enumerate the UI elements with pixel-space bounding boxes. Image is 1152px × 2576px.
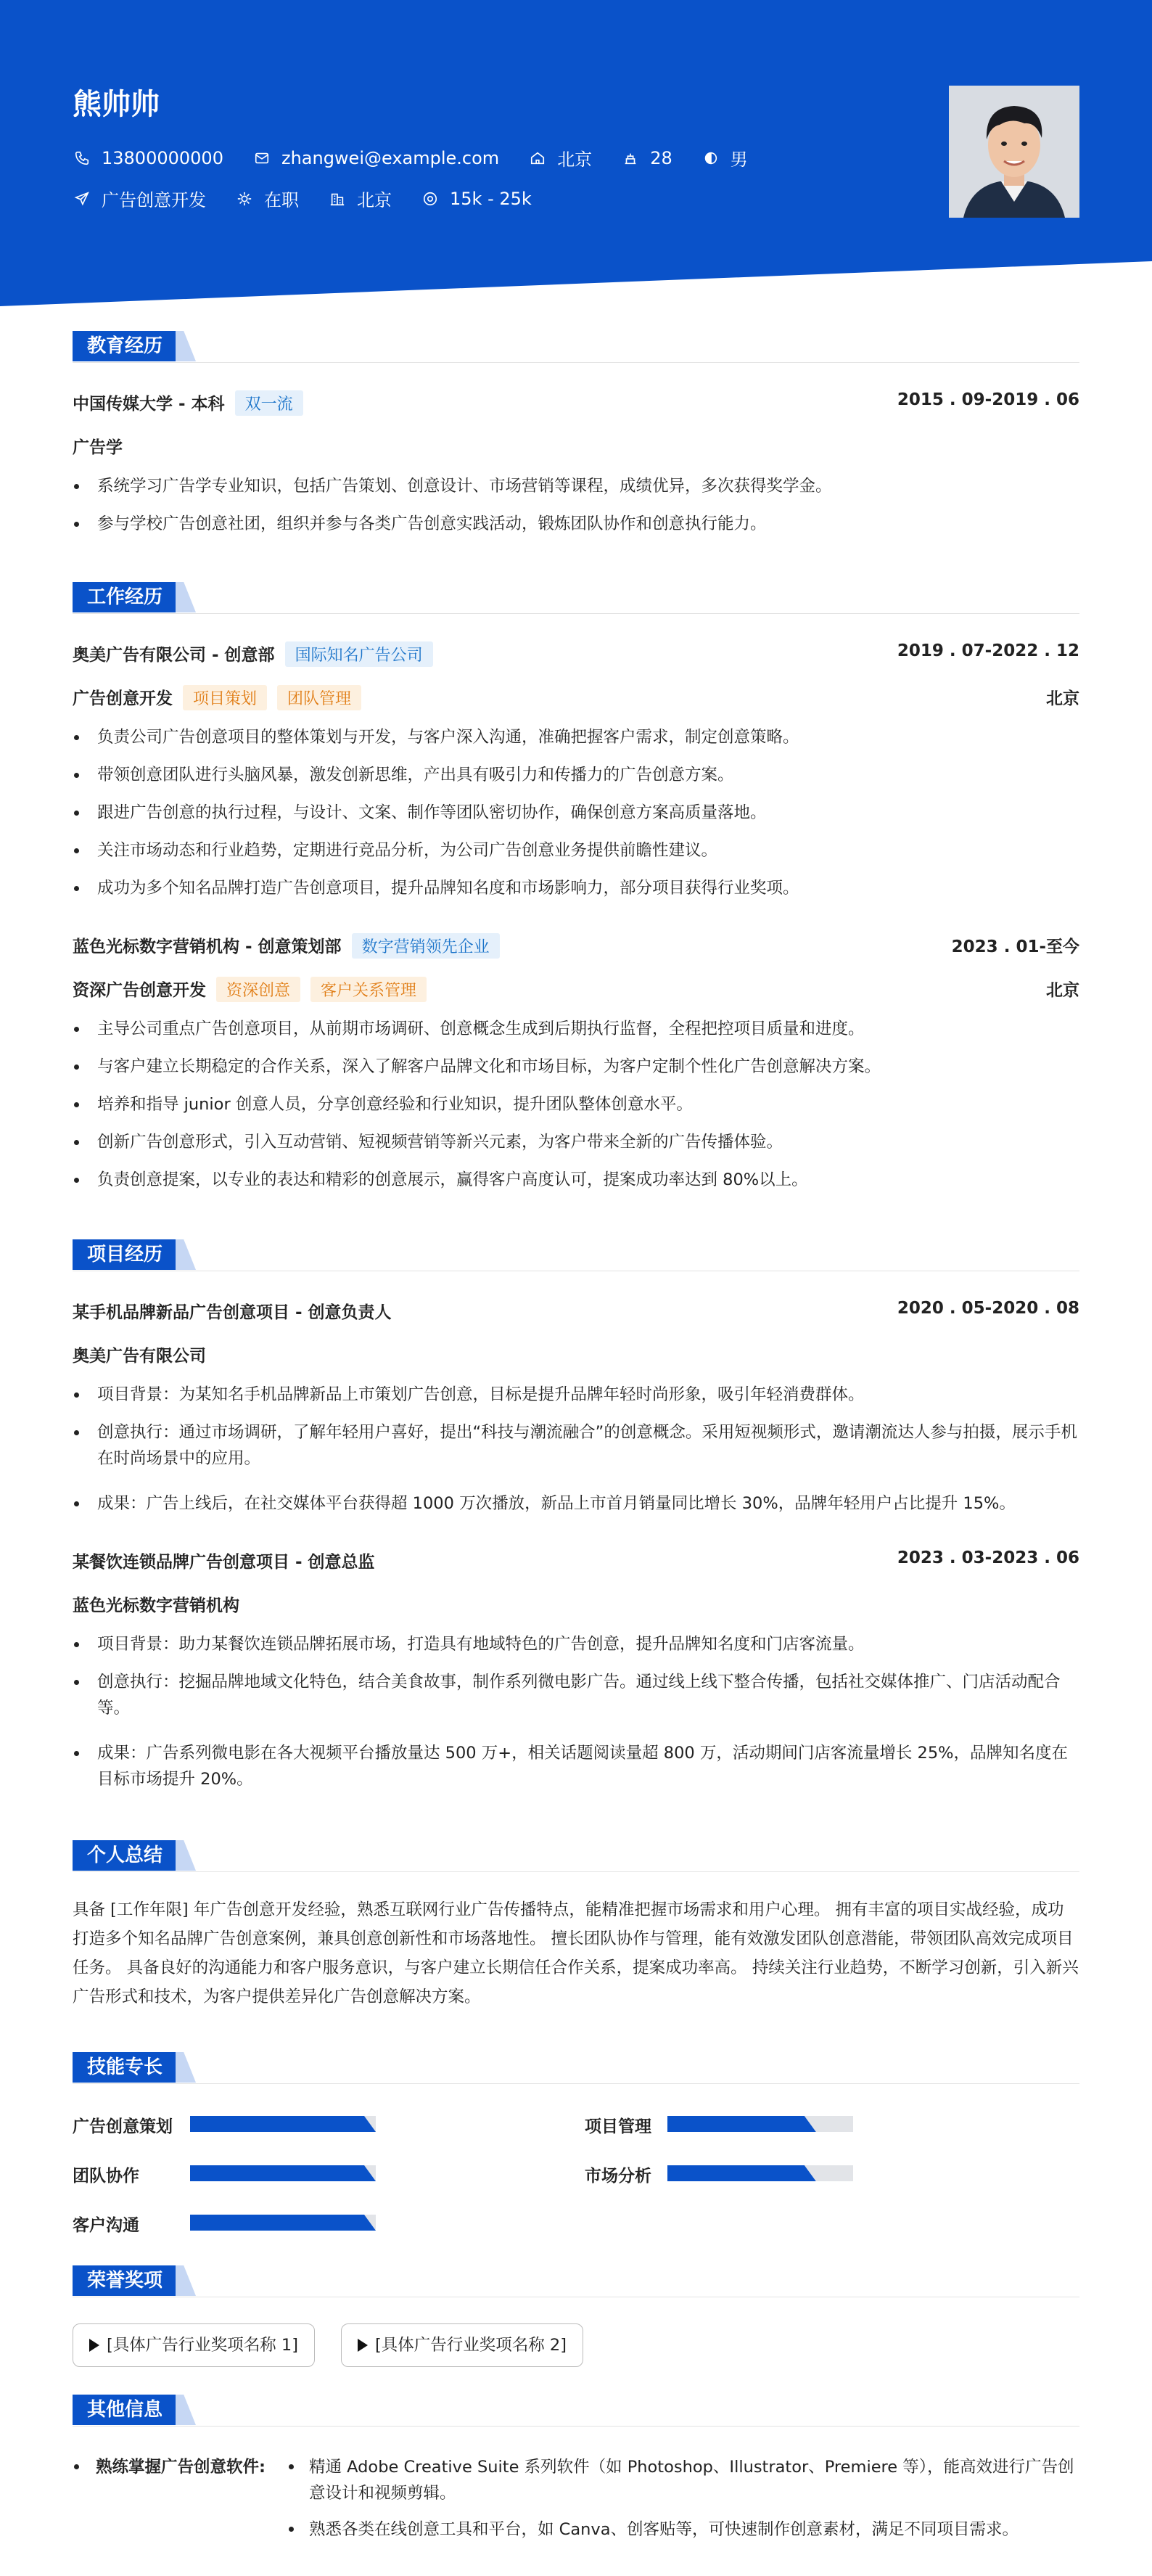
education-section	[73, 331, 1079, 533]
mail-icon	[252, 149, 271, 168]
title-accent	[176, 2052, 196, 2083]
bullet-dot	[74, 2464, 79, 2469]
education-major: 广告学	[73, 438, 123, 457]
award-name: [具体广告行业奖项名称 2]	[375, 2336, 567, 2355]
skill-label: 项目管理	[585, 2117, 651, 2136]
skill-label: 广告创意策划	[73, 2117, 173, 2136]
role-tag: 资深创意	[216, 977, 300, 1002]
job-city: 北京	[1046, 981, 1079, 1000]
job-role-row	[73, 977, 1079, 1002]
gender-icon	[702, 149, 720, 168]
summary-section	[73, 1840, 1079, 2006]
skill-fill	[190, 2215, 376, 2231]
job-date: 2019 . 07-2022 . 12	[897, 641, 1079, 660]
award-name: [具体广告行业奖项名称 1]	[107, 2336, 299, 2355]
skill-fill	[667, 2165, 816, 2181]
home-icon	[528, 149, 547, 168]
list-item: 负责公司广告创意项目的整体策划与开发，与客户深入沟通，准确把握客户需求，制定创意策略。	[73, 724, 1079, 750]
bullet-dot	[289, 2464, 294, 2469]
project-row	[73, 1299, 1079, 1323]
list-item: 跟进广告创意的执行过程，与设计、文案、制作等团队密切协作，确保创意方案高质量落地。	[73, 800, 1079, 826]
title-accent	[176, 1239, 196, 1270]
salary-icon	[421, 189, 440, 208]
job-role-row	[73, 685, 1079, 710]
list-item: 精通 Adobe Creative Suite 系列软件（如 Photoshop、Illustrator、Premiere 等），能高效进行广告创意设计和视频剪辑。	[309, 2458, 1074, 2503]
section-header	[73, 331, 1079, 363]
list-item: 主导公司重点广告创意项目，从前期市场调研、创意概念生成到后期执行监督，全程把控项目质量和进度。	[73, 1016, 1079, 1042]
avatar-photo	[949, 86, 1079, 218]
city-icon	[328, 189, 347, 208]
list-item: 带领创意团队进行头脑风暴，激发创新思维，产出具有吸引力和传播力的广告创意方案。	[73, 762, 1079, 788]
play-icon	[358, 2339, 368, 2352]
intent-city: 北京	[357, 190, 392, 210]
other-label: 熟练掌握广告创意软件:	[96, 2458, 266, 2477]
skill-bar	[190, 2215, 376, 2231]
other-section	[73, 2395, 1079, 2427]
phone-icon	[73, 149, 91, 168]
intent-salary: 15k - 25k	[450, 188, 532, 209]
skills-section	[73, 2052, 1079, 2084]
section-header	[73, 2265, 1079, 2297]
company-tag: 数字营销领先企业	[352, 933, 500, 959]
section-header	[73, 1840, 1079, 1872]
job-city: 北京	[1046, 689, 1079, 708]
list-item: 创新广告创意形式，引入互动营销、短视频营销等新兴元素，为客户带来全新的广告传播体验。	[73, 1129, 1079, 1155]
list-item: 熟悉各类在线创意工具和平台，如 Canva、创客贴等，可快速制作创意素材，满足不同项目需求。	[309, 2520, 1019, 2539]
skill-fill	[190, 2116, 376, 2132]
list-item: 项目背景：助力某餐饮连锁品牌拓展市场，打造具有地域特色的广告创意，提升品牌知名度和门店客流量。	[73, 1631, 1079, 1657]
role-tag: 项目策划	[183, 685, 267, 710]
location-text: 北京	[557, 149, 593, 170]
skill-label: 团队协作	[73, 2167, 139, 2186]
list-item: 成果：广告系列微电影在各大视频平台播放量达 500 万+，相关话题阅读量超 800 万，活动期间门店客流量增长 25%，品牌知名度在目标市场提升 20%。	[73, 1740, 1079, 1792]
awards-title: 荣誉奖项	[73, 2265, 177, 2296]
skill-bar	[190, 2165, 376, 2181]
list-item: 项目背景：为某知名手机品牌新品上市策划广告创意，目标是提升品牌年轻时尚形象，吸引年轻消费群体。	[73, 1382, 1079, 1408]
education-date: 2015 . 09-2019 . 06	[897, 390, 1079, 409]
section-header	[73, 1239, 1079, 1271]
job-company: 蓝色光标数字营销机构 - 创意策划部	[73, 938, 342, 956]
list-item: 成功为多个知名品牌打造广告创意项目，提升品牌知名度和市场影响力，部分项目获得行业奖项。	[73, 875, 1079, 901]
title-accent	[176, 2265, 196, 2296]
summary-title: 个人总结	[73, 1840, 177, 1871]
list-item: 关注市场动态和行业趋势，定期进行竞品分析，为公司广告创意业务提供前瞻性建议。	[73, 837, 1079, 864]
age-icon	[621, 149, 640, 168]
section-header	[73, 2052, 1079, 2084]
project-name: 某餐饮连锁品牌广告创意项目 - 创意总监	[73, 1553, 375, 1572]
candidate-name: 熊帅帅	[73, 88, 160, 121]
status-icon	[235, 189, 254, 208]
title-accent	[176, 331, 196, 361]
work-title: 工作经历	[73, 582, 177, 612]
play-icon	[89, 2339, 99, 2352]
email-text: zhangwei@example.com	[281, 147, 500, 168]
list-item: 负责创意提案，以专业的表达和精彩的创意展示，赢得客户高度认可，提案成功率达到 80%以上。	[73, 1167, 1079, 1193]
skill-fill	[190, 2165, 376, 2181]
list-item: 参与学校广告创意社团，组织并参与各类广告创意实践活动，锻炼团队协作和创意执行能力。	[73, 511, 1079, 537]
contact-row	[73, 145, 767, 171]
job-company-row	[73, 933, 1079, 959]
phone-text: 13800000000	[102, 147, 223, 168]
skill-bar	[190, 2116, 376, 2132]
role-tag: 客户关系管理	[310, 977, 427, 1002]
section-header	[73, 2395, 1079, 2427]
work-section	[73, 582, 1079, 1189]
school-name: 中国传媒大学 - 本科	[73, 395, 225, 414]
list-item: 成果：广告上线后，在社交媒体平台获得超 1000 万次播放，新品上市首月销量同比增长 30%，品牌年轻用户占比提升 15%。	[73, 1490, 1079, 1517]
skill-bar	[667, 2116, 853, 2132]
list-item: 与客户建立长期稳定的合作关系，深入了解客户品牌文化和市场目标，为客户定制个性化广告创意解决方案。	[73, 1054, 1079, 1080]
list-item: 创意执行：挖掘品牌地域文化特色，结合美食故事，制作系列微电影广告。通过线上线下整合传播，包括社交媒体推广、门店活动配合等。	[73, 1669, 1079, 1721]
intent-position: 广告创意开发	[102, 190, 206, 210]
job-company: 奥美广告有限公司 - 创意部	[73, 646, 275, 665]
education-school-row	[73, 390, 1079, 416]
project-org: 蓝色光标数字营销机构	[73, 1596, 239, 1615]
education-title: 教育经历	[73, 331, 177, 361]
project-date: 2023 . 03-2023 . 06	[897, 1549, 1079, 1567]
job-company-row	[73, 641, 1079, 667]
intent-status: 在职	[264, 190, 299, 210]
skill-label: 市场分析	[585, 2167, 651, 2186]
awards-section	[73, 2265, 1079, 2297]
other-title: 其他信息	[73, 2395, 177, 2425]
summary-text: 具备 [工作年限] 年广告创意开发经验，熟悉互联网行业广告传播特点，能精准把握市场需求和用户心理。 拥有丰富的项目实战经验，成功打造多个知名品牌广告创意案例，兼具创意创新性和市场落地性。 擅长团队协作与管理，能有效激发团队创意潜能，带领团队高效完成项目任务。 具备良好的沟通能力和客户服务意识，与客户建立长期信任合作关系，提案成功率高。 持续关注行业趋势，不断学习创新，引入新兴广告形式和技术，为客户提供差异化广告创意解决方案。	[73, 1900, 1079, 2006]
job-role: 资深广告创意开发	[73, 981, 206, 1000]
section-header	[73, 582, 1079, 614]
project-name: 某手机品牌新品广告创意项目 - 创意负责人	[73, 1303, 392, 1322]
skill-fill	[667, 2116, 816, 2132]
school-tag: 双一流	[235, 390, 303, 416]
skill-bar	[667, 2165, 853, 2181]
projects-section	[73, 1239, 1079, 1789]
skills-title: 技能专长	[73, 2052, 177, 2083]
list-item: 创意执行：通过市场调研，了解年轻用户喜好，提出“科技与潮流融合”的创意概念。采用短视频形式，邀请潮流达人参与拍摄，展示手机在时尚场景中的应用。	[73, 1419, 1079, 1472]
project-org: 奥美广告有限公司	[73, 1347, 206, 1366]
age-text: 28	[650, 147, 672, 168]
company-tag: 国际知名广告公司	[285, 641, 433, 667]
bullet-dot	[289, 2527, 294, 2532]
project-date: 2020 . 05-2020 . 08	[897, 1299, 1079, 1318]
title-accent	[176, 1840, 196, 1871]
project-row	[73, 1549, 1079, 1572]
job-date: 2023 . 01-至今	[951, 938, 1079, 956]
gender-text: 男	[730, 149, 748, 170]
skill-label: 客户沟通	[73, 2216, 139, 2235]
award-chip	[341, 2323, 583, 2367]
title-accent	[176, 582, 196, 612]
title-accent	[176, 2395, 196, 2425]
intent-row	[73, 186, 551, 211]
list-item: 培养和指导 junior 创意人员，分享创意经验和行业知识，提升团队整体创意水平。	[73, 1091, 1079, 1117]
send-icon	[73, 189, 91, 208]
award-chip	[73, 2323, 315, 2367]
list-item: 系统学习广告学专业知识，包括广告策划、创意设计、市场营销等课程，成绩优异，多次获得奖学金。	[73, 473, 1079, 499]
role-tag: 团队管理	[277, 685, 361, 710]
projects-title: 项目经历	[73, 1239, 177, 1270]
job-role: 广告创意开发	[73, 689, 173, 708]
